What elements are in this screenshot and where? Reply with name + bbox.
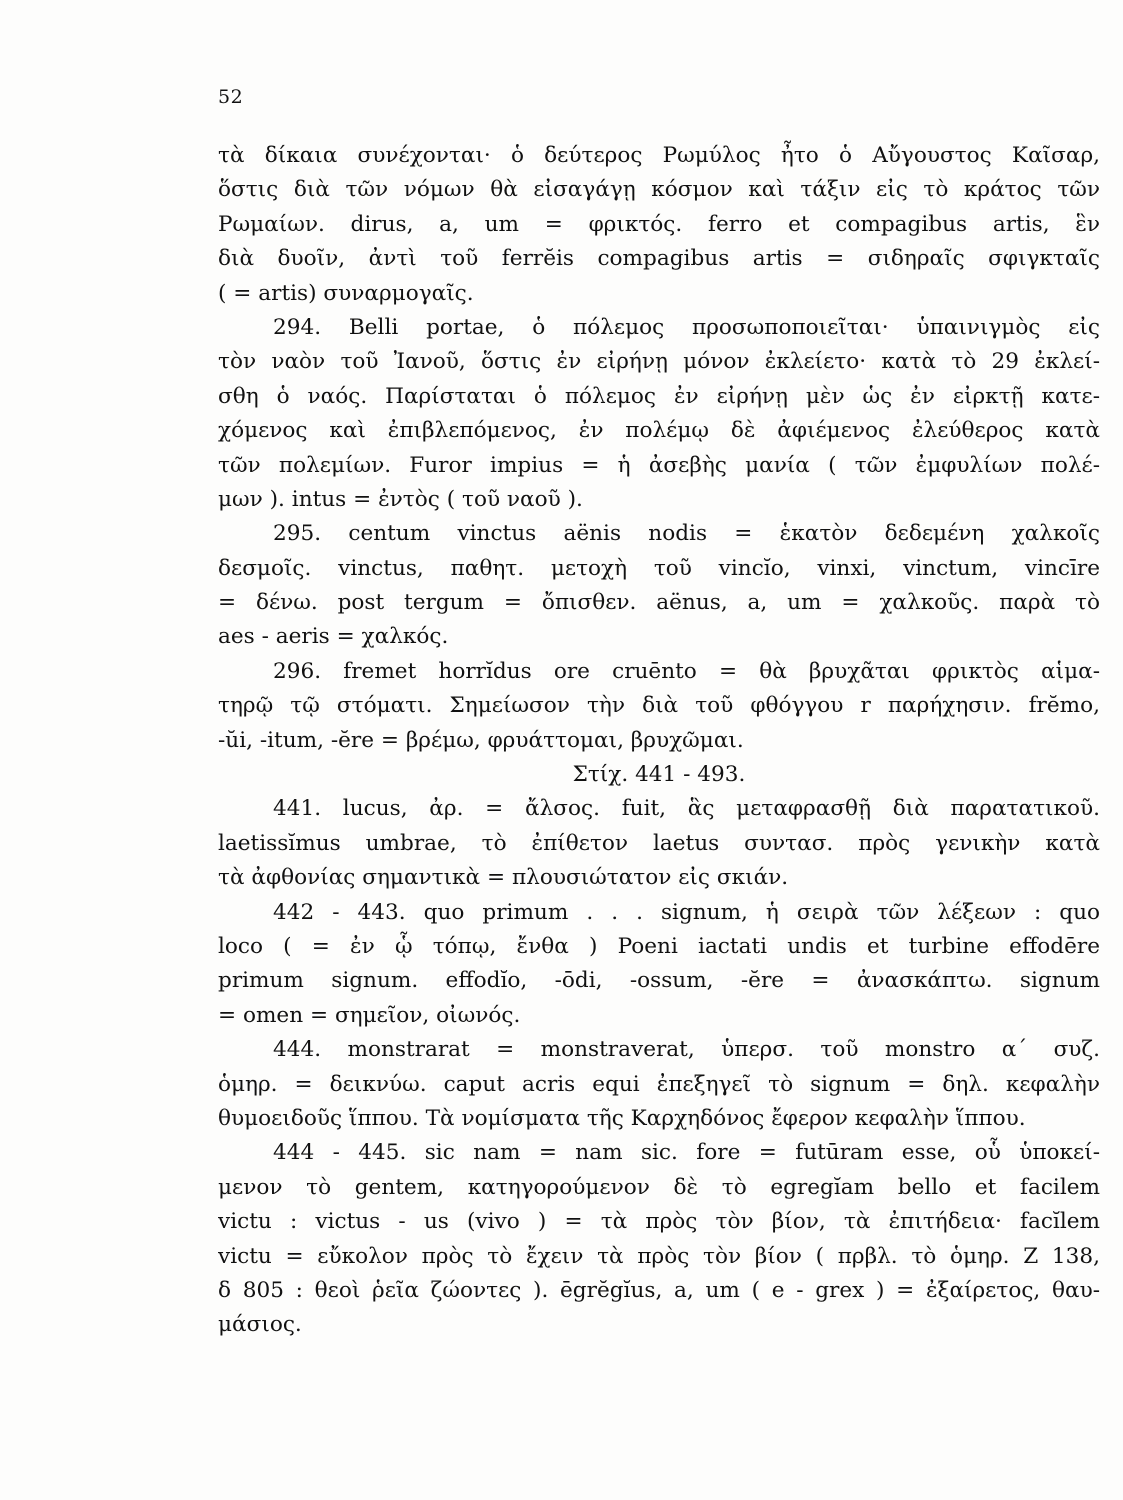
text-line-20: 441. lucus, ἀρ. = ἄλσος. fuit, ἃς μεταφρασθῇ διὰ παρατατικοῦ. [273, 796, 1100, 822]
text-line-34: δ 805 : θεοὶ ῥεῖα ζώοντες ). ēgrĕgĭus, a, um ( e - grex ) = ἐξαίρετος, θαυ- [218, 1277, 1100, 1303]
text-line-14: = δένω. post tergum = ὄπισθεν. aënus, a, um = χαλκοῦς. παρὰ τὸ [218, 590, 1100, 616]
text-line-15: aes - aeris = χαλκός. [218, 624, 449, 650]
text-line-33: victu = εὔκολον πρὸς τὸ ἔχειν τὰ πρὸς τὸν βίον ( πρβλ. τὸ ὁμηρ. Ζ 138, [218, 1243, 1100, 1269]
text-line-13: δεσμοῖς. vinctus, παθητ. μετοχὴ τοῦ vincĭo, vinxi, vinctum, vincīre [218, 555, 1100, 581]
text-line-3: Ρωμαίων. dirus, a, um = φρικτός. ferro et compagibus artis, ἓν [218, 211, 1100, 237]
text-line-23: 442 - 443. quo primum . . . signum, ἡ σειρὰ τῶν λέξεων : quo [273, 899, 1100, 925]
text-line-22: τὰ ἀφθονίας σημαντικὰ = πλουσιώτατον εἰς σκιάν. [218, 865, 789, 891]
text-line-31: μενον τὸ gentem, κατηγορούμενον δὲ τὸ egregĭam bello et facilem [218, 1174, 1100, 1200]
text-line-7: τὸν ναὸν τοῦ Ἰανοῦ, ὅστις ἐν εἰρήνῃ μόνον ἐκλείετο· κατὰ τὸ 29 ἐκλεί- [218, 349, 1100, 375]
text-line-18: -ŭi, -itum, -ĕre = βρέμω, φρυάττομαι, βρυχῶμαι. [218, 727, 744, 753]
text-line-9: χόμενος καὶ ἐπιβλεπόμενος, ἐν πολέμῳ δὲ ἀφιέμενος ἐλεύθερος κατὰ [218, 418, 1100, 444]
text-line-24: loco ( = ἐν ᾧ τόπῳ, ἔνθα ) Poeni iactati undis et turbine effodēre [218, 933, 1100, 959]
text-line-11: μων ). intus = ἐντὸς ( τοῦ ναοῦ ). [218, 486, 583, 512]
text-line-4: διὰ δυοῖν, ἀντὶ τοῦ ferrĕis compagibus artis = σιδηραῖς σφιγκταῖς [218, 246, 1100, 272]
text-line-28: ὁμηρ. = δεικνύω. caput acris equi ἐπεξηγεῖ τὸ signum = δηλ. κεφαλὴν [218, 1071, 1100, 1097]
text-line-12: 295. centum vinctus aënis nodis = ἑκατὸν δεδεμένη χαλκοῖς [273, 521, 1100, 547]
text-line-5: ( = artis) συναρμογαῖς. [218, 280, 474, 306]
text-line-30: 444 - 445. sic nam = nam sic. fore = futūram esse, οὗ ὑποκεί- [273, 1140, 1100, 1166]
page-number: 52 [218, 86, 244, 108]
text-line-17: τηρῷ τῷ στόματι. Σημείωσον τὴν διὰ τοῦ φθόγγου r παρήχησιν. frĕmo, [218, 693, 1100, 719]
section-heading: Στίχ. 441 - 493. [572, 762, 746, 788]
text-line-1: τὰ δίκαια συνέχονται· ὁ δεύτερος Ρωμύλος ἦτο ὁ Αὔγουστος Καῖσαρ, [218, 143, 1100, 168]
text-line-35: μάσιος. [218, 1312, 302, 1338]
text-line-21: laetissĭmus umbrae, τὸ ἐπίθετον laetus συντασ. πρὸς γενικὴν κατὰ [218, 830, 1100, 856]
text-line-16: 296. fremet horrĭdus ore cruēnto = θὰ βρυχᾶται φρικτὸς αἱμα- [273, 658, 1100, 684]
text-line-27: 444. monstrarat = monstraverat, ὑπερσ. τοῦ monstro α΄ συζ. [273, 1037, 1100, 1063]
text-line-29: θυμοειδοῦς ἵππου. Τὰ νομίσματα τῆς Καρχηδόνος ἔφερον κεφαλὴν ἵππου. [218, 1105, 1026, 1131]
text-line-8: σθη ὁ ναός. Παρίσταται ὁ πόλεμος ἐν εἰρήνῃ μὲν ὡς ἐν εἰρκτῇ κατε- [218, 383, 1100, 409]
text-line-6: 294. Belli portae, ὁ πόλεμος προσωποποιεῖται· ὑπαινιγμὸς εἰς [273, 314, 1100, 340]
text-line-2: ὅστις διὰ τῶν νόμων θὰ εἰσαγάγῃ κόσμον καὶ τάξιν εἰς τὸ κράτος τῶν [218, 177, 1100, 203]
text-line-26: = omen = σημεῖον, οἰωνός. [218, 1002, 521, 1028]
text-line-10: τῶν πολεμίων. Furor impius = ἡ ἀσεβὴς μανία ( τῶν ἐμφυλίων πολέ- [218, 452, 1100, 478]
text-line-25: primum signum. effodĭo, -ōdi, -ossum, -ĕre = ἀνασκάπτω. signum [218, 968, 1100, 994]
commentary-text [218, 139, 1100, 1343]
text-line-32: victu : victus - us (vivo ) = τὰ πρὸς τὸν βίον, τὰ ἐπιτήδεια· facĭlem [218, 1209, 1100, 1235]
